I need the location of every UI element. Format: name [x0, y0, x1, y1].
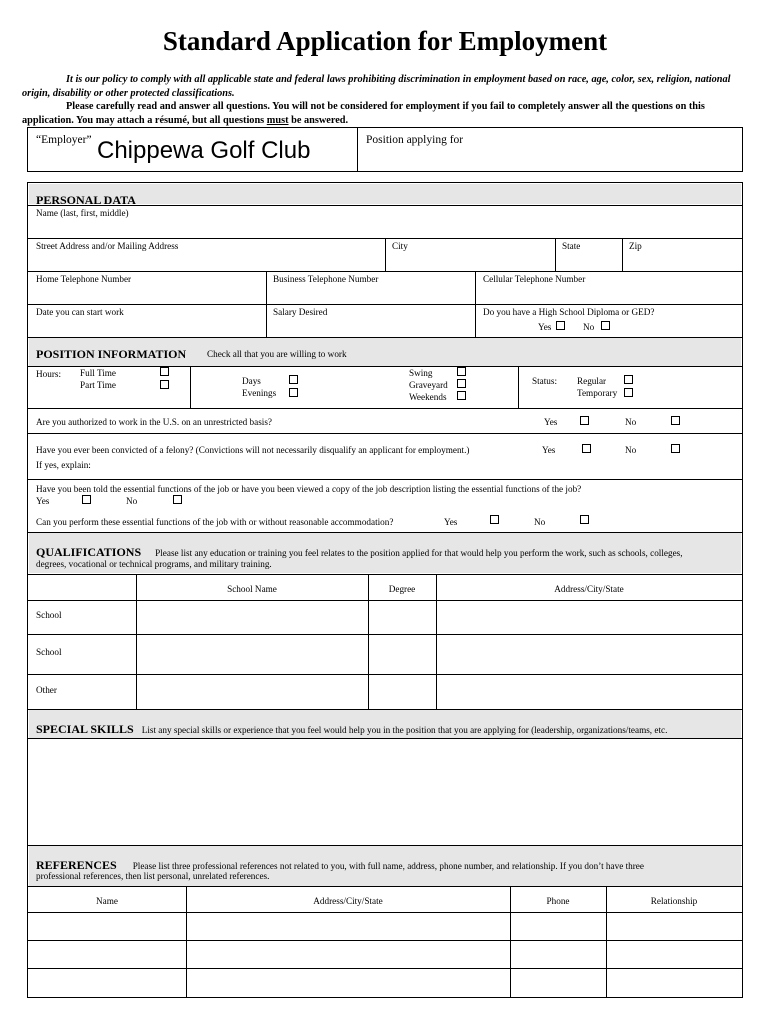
- part-time-checkbox[interactable]: [160, 380, 169, 389]
- salary-label: Salary Desired: [273, 307, 328, 317]
- other-address-field[interactable]: [438, 676, 740, 708]
- name-field[interactable]: [30, 220, 740, 236]
- rule: [28, 968, 742, 969]
- divider: [518, 366, 519, 408]
- essential-yes-checkbox[interactable]: [82, 495, 91, 504]
- status-label: Status:: [532, 376, 558, 386]
- felony-no-label: No: [625, 445, 637, 455]
- school-2-address-field[interactable]: [438, 636, 740, 672]
- name-label: Name (last, first, middle): [36, 208, 129, 218]
- form-title: Standard Application for Employment: [162, 26, 608, 56]
- evenings-label: Evenings: [242, 388, 277, 398]
- rule: [28, 912, 742, 913]
- col-ref-address: Address/City/State: [313, 896, 383, 906]
- diploma-no-checkbox[interactable]: [601, 321, 610, 330]
- other-degree-field[interactable]: [370, 676, 434, 708]
- col-ref-phone: Phone: [546, 896, 570, 906]
- felony-question: Have you ever been convicted of a felony? (Convictions will not necessarily disqualify an applicant for employment.): [36, 445, 470, 455]
- rule: [28, 366, 742, 367]
- start-date-label: Date you can start work: [36, 307, 124, 317]
- col-school-name: School Name: [227, 584, 277, 594]
- evenings-checkbox[interactable]: [289, 388, 298, 397]
- swing-checkbox[interactable]: [457, 367, 466, 376]
- rule: [28, 433, 742, 434]
- rule: [28, 674, 742, 675]
- col-degree: Degree: [388, 584, 416, 594]
- ref-3-relationship-field[interactable]: [608, 970, 740, 996]
- regular-label: Regular: [577, 376, 607, 386]
- home-phone-label: Home Telephone Number: [36, 274, 132, 284]
- divider: [190, 366, 191, 408]
- school-2-name-field[interactable]: [138, 636, 366, 672]
- authorized-no-label: No: [625, 417, 637, 427]
- ref-2-phone-field[interactable]: [512, 942, 604, 966]
- position-label: Position applying for: [366, 134, 464, 146]
- diploma-no-label: No: [583, 322, 595, 332]
- position-heading: POSITION INFORMATION: [36, 347, 187, 361]
- skills-header: [36, 720, 740, 738]
- row-label-school-2: School: [36, 647, 62, 657]
- skills-instructions: List any special skills or experience that you feel would help you in the position that you are applying for (leadership, organizations/teams, etc.: [141, 725, 668, 735]
- regular-checkbox[interactable]: [624, 375, 633, 384]
- school-1-address-field[interactable]: [438, 602, 740, 632]
- references-instructions-2: professional references, then list personal, unrelated references.: [36, 871, 270, 881]
- temporary-label: Temporary: [577, 388, 618, 398]
- felony-yes-label: Yes: [542, 445, 556, 455]
- zip-field[interactable]: [624, 253, 740, 269]
- authorized-no-checkbox[interactable]: [671, 416, 680, 425]
- full-time-label: Full Time: [80, 368, 117, 378]
- employer-name-field[interactable]: Chippewa Golf Club: [97, 137, 311, 164]
- references-heading: REFERENCES: [36, 858, 117, 872]
- weekends-label: Weekends: [409, 392, 447, 402]
- days-checkbox[interactable]: [289, 375, 298, 384]
- salary-field[interactable]: [268, 319, 473, 335]
- policy-must: must: [266, 114, 289, 126]
- swing-label: Swing: [409, 368, 433, 378]
- street-field[interactable]: [30, 253, 383, 269]
- graveyard-label: Graveyard: [409, 380, 448, 390]
- cell-phone-field[interactable]: [477, 286, 740, 302]
- ref-1-name-field[interactable]: [30, 914, 184, 938]
- divider: [622, 238, 623, 271]
- ref-1-phone-field[interactable]: [512, 914, 604, 938]
- col-ref-relationship: Relationship: [650, 896, 698, 906]
- skills-heading: SPECIAL SKILLS: [36, 722, 134, 736]
- state-field[interactable]: [557, 253, 620, 269]
- qualifications-instructions-2: degrees, vocational or technical programs, and military training.: [36, 559, 272, 569]
- cell-phone-label: Cellular Telephone Number: [483, 274, 586, 284]
- temporary-checkbox[interactable]: [624, 388, 633, 397]
- part-time-label: Part Time: [80, 380, 116, 390]
- rule: [28, 600, 742, 601]
- hours-label: Hours:: [36, 369, 62, 379]
- diploma-question: Do you have a High School Diploma or GED?: [483, 307, 655, 317]
- special-skills-field[interactable]: [30, 741, 740, 843]
- business-phone-label: Business Telephone Number: [273, 274, 379, 284]
- full-time-checkbox[interactable]: [160, 367, 169, 376]
- rule: [28, 738, 742, 739]
- diploma-yes-label: Yes: [538, 322, 552, 332]
- school-1-degree-field[interactable]: [370, 602, 434, 632]
- weekends-checkbox[interactable]: [457, 391, 466, 400]
- ref-2-address-field[interactable]: [188, 942, 508, 966]
- row-label-school-1: School: [36, 610, 62, 620]
- divider: [385, 238, 386, 271]
- ref-3-phone-field[interactable]: [512, 970, 604, 996]
- ref-1-relationship-field[interactable]: [608, 914, 740, 938]
- felony-yes-checkbox[interactable]: [582, 444, 591, 453]
- ref-3-name-field[interactable]: [30, 970, 184, 996]
- essential-no-label: No: [126, 496, 138, 506]
- rule: [28, 634, 742, 635]
- ref-1-address-field[interactable]: [188, 914, 508, 938]
- perform-question: Can you perform these essential functions of the job with or without reasonable accommodation?: [36, 517, 394, 527]
- perform-yes-label: Yes: [444, 517, 458, 527]
- state-label: State: [562, 241, 581, 251]
- qualifications-heading: QUALIFICATIONS: [36, 545, 142, 559]
- home-phone-field[interactable]: [30, 286, 264, 302]
- rule: [28, 271, 742, 272]
- business-phone-field[interactable]: [268, 286, 473, 302]
- perform-no-checkbox[interactable]: [580, 515, 589, 524]
- ref-2-relationship-field[interactable]: [608, 942, 740, 966]
- street-label: Street Address and/or Mailing Address: [36, 241, 179, 251]
- if-yes-explain-label: If yes, explain:: [36, 460, 91, 470]
- start-date-field[interactable]: [30, 319, 264, 335]
- authorized-question: Are you authorized to work in the U.S. on an unrestricted basis?: [36, 417, 273, 427]
- other-name-field[interactable]: [138, 676, 366, 708]
- policy-text: [22, 73, 750, 127]
- felony-no-checkbox[interactable]: [671, 444, 680, 453]
- policy-line-2b: be answered.: [288, 114, 349, 126]
- essential-yes-label: Yes: [36, 496, 50, 506]
- divider: [555, 238, 556, 271]
- essential-no-checkbox[interactable]: [173, 495, 182, 504]
- rule: [28, 479, 742, 480]
- rule: [28, 408, 742, 409]
- essential-functions-question: Have you been told the essential functions of the job or have you been viewed a copy of the job description listing the essential functions of the job?: [36, 484, 582, 494]
- authorized-yes-checkbox[interactable]: [580, 416, 589, 425]
- rule: [28, 304, 742, 305]
- policy-line-2a: Please carefully read and answer all questions. You will not be considered for employment if you fail to completely answer all the questions on this application. You may attach a résumé, but all questions: [22, 101, 705, 126]
- city-label: City: [392, 241, 408, 251]
- position-instructions: Check all that you are willing to work: [207, 349, 347, 359]
- policy-line-1: It is our policy to comply with all applicable state and federal laws prohibiting discrimination in employment based on race, age, color, sex, religion, national origin, disability or other protected classifications.: [22, 74, 731, 99]
- ref-3-address-field[interactable]: [188, 970, 508, 996]
- divider: [357, 128, 358, 171]
- personal-heading: PERSONAL DATA: [36, 193, 136, 207]
- school-2-degree-field[interactable]: [370, 636, 434, 672]
- city-field[interactable]: [387, 253, 553, 269]
- ref-2-name-field[interactable]: [30, 942, 184, 966]
- diploma-yes-checkbox[interactable]: [556, 321, 565, 330]
- employer-label: “Employer”: [36, 134, 92, 146]
- col-address: Address/City/State: [554, 584, 624, 594]
- felony-explain-field[interactable]: [100, 458, 738, 472]
- school-1-name-field[interactable]: [138, 602, 366, 632]
- rule: [28, 205, 742, 206]
- references-instructions-1: Please list three professional references not related to you, with full name, address, phone number, and relationship. If you don’t have three: [132, 861, 644, 871]
- position-field[interactable]: [366, 150, 736, 168]
- rule: [28, 940, 742, 941]
- graveyard-checkbox[interactable]: [457, 379, 466, 388]
- row-label-other: Other: [36, 685, 57, 695]
- col-ref-name: Name: [96, 896, 118, 906]
- authorized-yes-label: Yes: [544, 417, 558, 427]
- divider: [266, 271, 267, 304]
- days-label: Days: [242, 376, 261, 386]
- perform-yes-checkbox[interactable]: [490, 515, 499, 524]
- zip-label: Zip: [629, 241, 642, 251]
- qualifications-instructions-1: Please list any education or training you feel relates to the position applied for that would help you perform the work, such as schools, colleges,: [155, 548, 683, 558]
- rule: [28, 886, 742, 887]
- divider: [266, 304, 267, 337]
- perform-no-label: No: [534, 517, 546, 527]
